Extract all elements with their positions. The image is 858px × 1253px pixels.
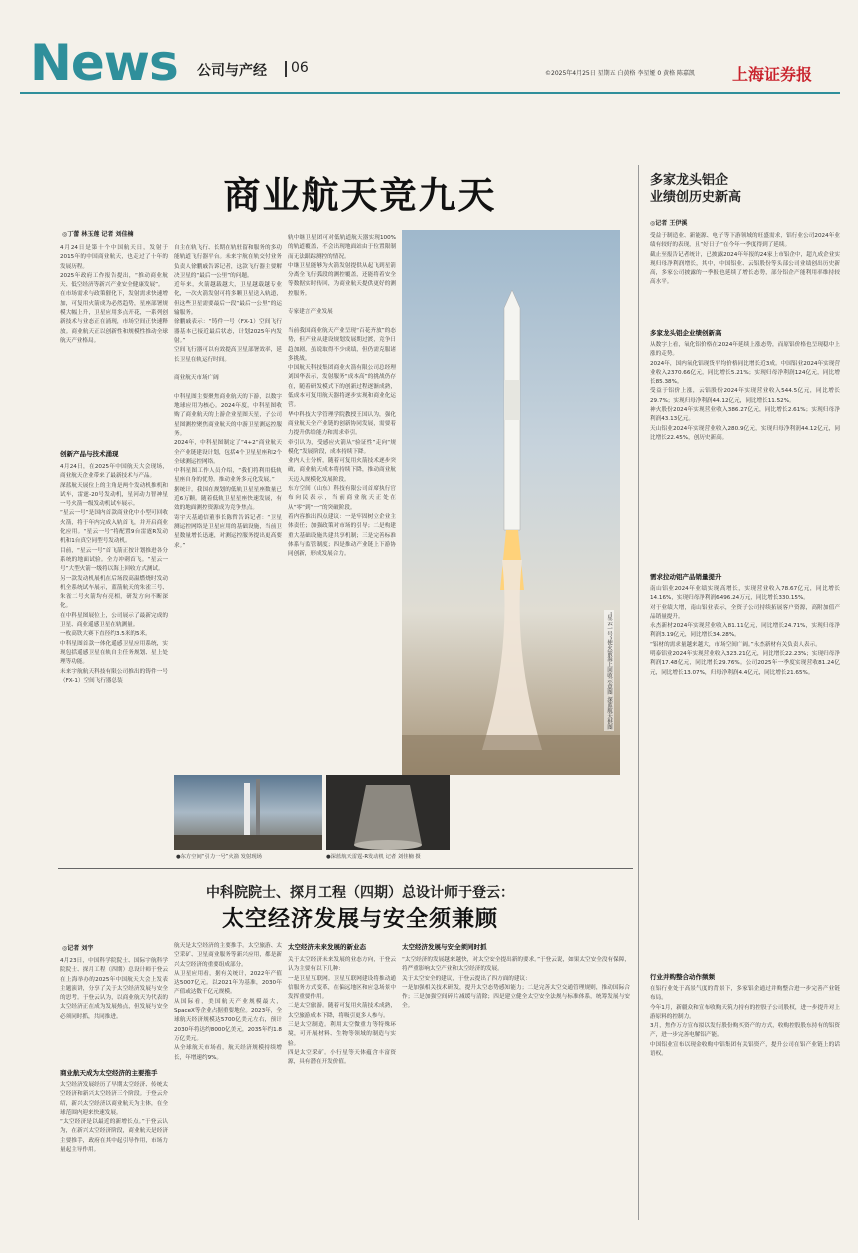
rocket-photo — [402, 230, 620, 775]
feature-col1-body: 太空经济发展经历了早期太空经济、传统太空经济和新兴太空经济三个阶段。于登云介绍，新兴太空经济以商业航天为主体，在全球范围内迎来快速发展。 “太空经济是以最近的新增长点。”于登云认为，在新兴太空经济阶段，商业航天是经济主要推手，政府在其中起引导作用，市场力量起主导作用。 — [60, 1082, 168, 1154]
lead-col1-subhead: 创新产品与技术涌现 — [60, 450, 119, 458]
feature-col1-subhead: 商业航天成为太空经济的主要推手 — [60, 1069, 158, 1077]
masthead — [0, 0, 858, 100]
feature-col1-intro: 4月23日，中国科学院院士、国际宇航科学院院士、探月工程（四期）总设计师于登云在上海举办的2025年中国航天大会上发表主题演讲，分享了关于太空经济发展与安全的思考。于登云认为，以商业航天为代表的太空经济正在成为发展热点，但发展与安全必须同时抓，共同推进。 — [60, 958, 168, 1020]
feature-headline: 太空经济发展与安全须兼顾 — [221, 906, 498, 932]
launch-site-caption: ●东方空间“引力一号”火箭 发射现场 — [176, 854, 262, 860]
masthead-rule — [20, 92, 840, 94]
lead-col3: 轨中继卫星团可对低轨道航天器实现100%的轨道覆盖，不会出现地面站由于位置限制而无法跟踪测控的情况。 中继卫星能够为火箭发射提供从起飞到星箭分离全飞行弧段的测控覆盖，还能将着安全等数据实时传回，为商业航天提供更好的测控服务。 专家建言产业发展 当前我国商业航天产业呈现“百花齐放”的态势，但产业从建设规划发展期过渡，竞争日趋加剧，虽说取得不少成绩，但仍需克服诸多挑战。 中国航天科技集团商业火箭有限公司总经理刘国华表示，发射服务“成本高”的挑战仍存在，随着研发模式下的创新过程逐渐成熟，低成本可复用航天器将逐步实现和商业化运营。 华中科技大学管理学院教授王国认为，强化商业航天全产业链的创新协同发展，需要着力提升供给能力和需求牵引。 牵引认为，受感应火箭从“验证性”走向“规模化”发展阶段，成本持续下降。 业内人士分析，随着可复用火箭技术逐步突破，商业航天成本将持续下降，推动商业航天迈入规模化发展阶段。 东方空间（山东）科技有限公司首席执行官布向民表示，当前商业航天正处在从“零”到“一”的突破阶段。 着内容推出四点建议：一是牢固树立企业主体责任；加强政策对市场的引导；二是构建重大基础设施共建共享机制；三是完善标准体系与监管制度；四是推动产业链上下游协同创新，形成发展合力。 — [288, 235, 396, 558]
feature-col4-subhead: 太空经济发展与安全须同时抓 — [402, 943, 487, 951]
lead-col2: 自主在轨飞行、长期在轨驻留和服务的多功能轨道飞行器平台。未来宇航在轨交付业务负责人徐鹏戚告诉记者，这款飞行器主要解决卫星的“最后一公里”的问题。 近年来，火箭越载越大，卫星越载越专业化，一次火箭发射可将多颗卫星送入轨道，但这些卫星需要最后一段“最后一公里”的运输服务。 徐鹏戚表示：“铸件一号（FX-1）空间飞行器基本已接近最后状态，计划2025年内发射。” 空间飞行器可以有效提高卫星部署效率，延长卫星在轨运行时间。 商业航天市场广阔 中科星图主要聚焦商业航天的下游，以数字地球应用为核心。2024年度，中科星图收购了商业航天的上游企业星图天星，子公司星图测控聚焦商业航天的中游卫星测运控服务。 2024年，中科星图制定了“4+2”商业航天全产业链建设计划，包括4个卫星星座和2个全球测运控网络。 中科星图工作人员介绍，“我们将利用低轨星座自身的优势，推动业务多元化发展。” 据统计，我国在规划的低轨卫星星座数量已近6万颗。随着低轨卫星星座快速发展，有效的地面测控资源成为竞争焦点。 寄宇天基通信董事长陈哲告诉记者：“卫星测运控网络是卫星应用的基础设施，当前卫星数量增长迅速，对测运控服务提出更高要求。” — [174, 245, 282, 549]
lead-col1-intro: 4月24日是第十个中国航天日，发射于2015年的中国商业航天，也走过了十年的发展历程。 2025年政府工作报告提出，“推动商业航天、低空经济等新兴产业安全健康发展”。 在市场需求与政策催化下，发射需求快速增加，可复用火箭成为必然趋势，星座部署规模大幅上升，卫星应用多点开花，一系列创新技术与业态正在涌现，市场空间正快速释放。商业航天正以创新性和规模性推动全球航天产业格局。 — [60, 245, 168, 344]
sidebar-sub3: 行业并购整合动作频频 — [650, 973, 715, 981]
sidebar-sub2: 需求拉动铝产品销量提升 — [650, 573, 722, 581]
feature-byline: ◎记者 刘宇 — [62, 945, 94, 952]
paper-logo: 上海证券报 — [732, 65, 813, 84]
page-number: 06 — [291, 60, 309, 76]
feature-col3-subhead: 太空经济未来发展的新业态 — [288, 943, 366, 951]
sidebar-byline: ◎记者 王伊溪 — [650, 220, 688, 227]
section-name: 公司与产经 — [197, 63, 267, 79]
feature-rule — [58, 868, 633, 869]
feature-col2: 航天是太空经济的主要推手。太空旅游、太空采矿、卫星商业服务等新兴应用，都是新兴太空经济的重要组成部分。 从卫星应用看，据有关统计，2022年产值达5007亿元。以2021年为基准，2030年产值或达数千亿元规模。 从国际看，美国航天产业规模最大，SpaceX等企业占据重要地位。2023年，全球航天经济规模达5700亿美元左右，预计2030年将达约8000亿美元，2035年约1.8万亿美元。 从全球航天市场看，航天经济规模持续增长，年增速约9%。 — [174, 943, 282, 1061]
engine-caption: ●深蓝航天雷霆-R发动机 记者 刘佳楠 摄 — [326, 854, 421, 860]
sidebar-sub1: 多家龙头铝企业绩创新高 — [650, 329, 722, 337]
rocket-illustration — [402, 230, 620, 775]
sidebar-divider — [638, 165, 639, 1220]
feature-kicker: 中科院院士、探月工程（四期）总设计师于登云： — [206, 885, 514, 901]
sidebar-p3: 南山铝业2024年业绩实现高增长，实现营业收入78.67亿元，同比增长14.16%，实现归母净利润6496.24万元，同比增长330.15%。 对于业绩大增，南山铝业表示，全资子公司持续拓展客户资源，高附加值产品销量提升。 永杰新材2024年实现营业收入81.11亿元，同比增长24.71%，实现归母净利润3.19亿元，同比增长34.28%。 “铝材的需求量越来越大，市场空间广阔。”永杰新材有关负责人表示。 明泰铝业2024年实现营业收入323.21亿元，同比增长22.23%；实现归母净利润17.48亿元，同比增长29.76%。公司2025年一季度实现营收81.24亿元，同比增长13.07%，归母净利润4.4亿元，同比增长21.65%。 — [650, 586, 840, 676]
sidebar-p4: 在铝行业处于高景气度的背景下，多家铝企通过并购整合进一步完善产业链布局。 今年1月，新疆众和宣布收购天筑力持有的控股子公司股权，进一步提升对上游原料的控制力。 3月，焦作万方宣布拟以发行股份购买资产的方式，收购控股股东持有的铝资产，进一步完善电解铝产能。 中国铝业宣布以现金收购中铝集团有关铝资产，提升公司在铝产业链上的话语权。 — [650, 986, 840, 1058]
sidebar-headline: 多家龙头铝企 业绩创历史新高 — [650, 173, 742, 205]
date-line: ©2025年4月25日 星期五 白黄格 李星娅 0 黄格 陈嘉凯 — [545, 70, 695, 77]
feature-col4: “太空经济的发展越来越快，对太空安全提出新的要求。”于登云说，如果太空安全没有保障，将严重影响太空产业和太空经济的发展。 关于太空安全的建议，于登云提出了四方面的建议： 一是加强相关技术研发，提升太空态势感知能力；二是完善太空交通管理规则，推动国际合作；三是加强空间碎片减缓与清除；四是建立健全太空安全法规与标准体系，统筹发展与安全。 — [402, 957, 630, 1010]
engine-photo — [326, 775, 450, 850]
sidebar-p2: 从数字上看，氧化铝价格在2024年延续上涨态势，而原铝价格也呈现稳中上涨的走势。 2024年，国内氧化铝现货平均价格同比增长近3成。中国铝业2024年实现营业收入2370.66亿元，同比增长5.21%；实现归母净利润124亿元，同比增长85.38%。 受益于铝价上涨，云铝股份2024年实现营业收入544.5亿元，同比增长29.7%；实现归母净利润44.12亿元，同比增长11.52%。 神火股份2024年实现营业收入386.27亿元，同比增长2.61%；实现归母净利润43.13亿元。 天山铝业2024年实现营业收入280.9亿元，实现归母净利润44.12亿元，同比增长22.45%，创历史新高。 — [650, 342, 840, 441]
section-divider — [285, 61, 287, 77]
news-logo: News — [30, 34, 178, 92]
lead-col1-body: 4月24日，在2025年中国航天大会现场，商业航天企业带来了最新技术与产品。 深蓝航天展位上的主角是两个发动机推机和试车，雷霆-20号发动机，星河动力智神星一号火箭一级发动机试车展示。 “星云一号”是国内首款商业化中小型可回收火箭，将于年内完成入轨首飞，并开启商业化应用。“星云一号”将配置9台雷霆R发动机和1台真空同型号发动机。 目前，“星云一号”首飞箭正按计划推进各分系统的地面试验。全力冲刺首飞。“星云一号”大型火箭一级将以海上回收方式测试。 另一款发动机展机在后场段高温燃烧时发动机全系统试车展示，蓝箭航天的朱雀三号、朱雀二号火箭均有亮相，研发方向不断深化。 在中科星图展位上，公司展示了最新完成的卫星、商业遥感卫星在轨测量。 一枚高铁大赛下直径约3.5米的5米。 中科星图首款一体化遥感卫星应用系统，实现包括遥感卫星在轨自主任务规划、星上处理等功能。 未来宇航航天科技有限公司推出的铸件一号（FX-1）空间飞行器总装 — [60, 464, 168, 684]
launch-site-photo — [174, 775, 322, 850]
sidebar-p1: 受益于制造业、新能源、电子等下游领域的旺盛需求，铝行业公司2024年业绩有较好的表现，且“好日子”在今年一季度得到了延续。 截止至报告记者统计，已披露2024年年报的24家上市铝企中，超九成企业实现归母净利润增长，其中，中国铝业、云铝股份等头部公司业绩创出历史新高，多家公司披露的一季报也延续了增长态势，部分铝企产能利用率维持较高水平。 — [650, 233, 840, 286]
feature-col3: 关于太空经济未来发展的业态方向，于登云认为主要有以下几种： 一是卫星互联网。卫星互联网建设将推动通信服务方式变革，在偏远地区和应急场景中发挥重要作用。 二是太空旅游。随着可复用火箭技术成熟，太空旅游成本下降，将吸引更多人参与。 三是太空制造。利用太空微重力等特殊环境，可开展材料、生物等领域的制造与实验。 四是太空采矿。小行星等天体蕴含丰富资源，具有潜在开发价值。 — [288, 957, 396, 1066]
lead-headline: 商业航天竞九天 — [223, 173, 497, 217]
vertical-caption: “星云一号”使火箭海上回收示意图 深蓝航天供图 — [606, 612, 612, 730]
lead-byline: ◎丁蕾 林玉莲 记者 刘佳楠 — [62, 231, 134, 238]
